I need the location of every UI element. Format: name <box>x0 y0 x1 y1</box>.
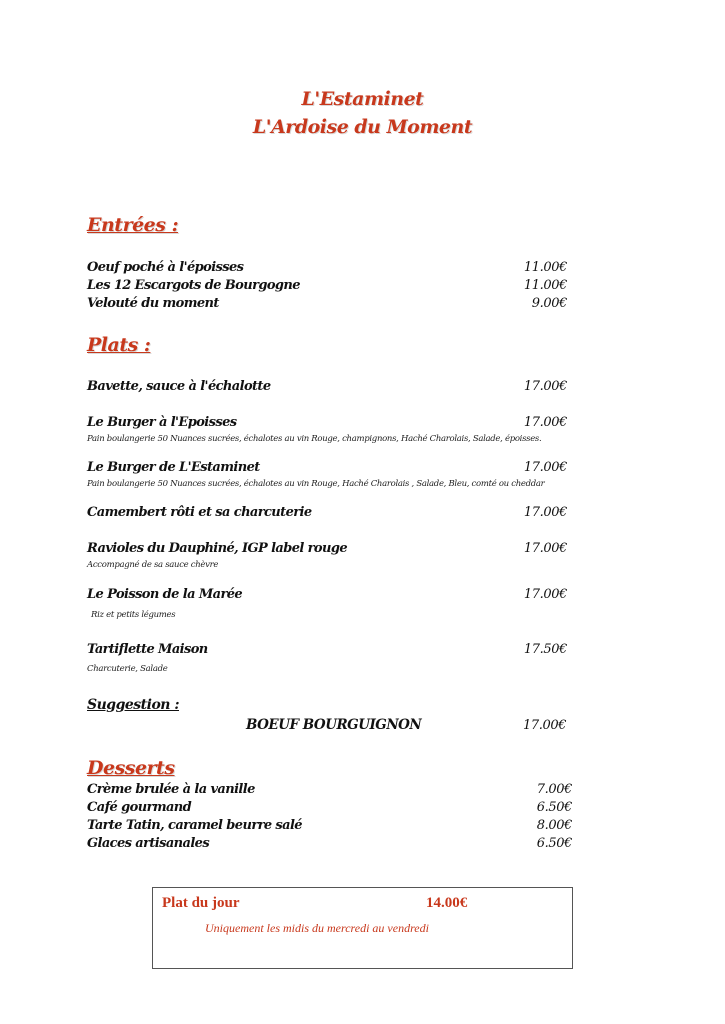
item-description: Riz et petits légumes <box>91 610 176 620</box>
item-description: Accompagné de sa sauce chèvre <box>87 560 219 570</box>
item-price: 6.50€ <box>536 800 572 815</box>
plat-du-jour-note: Uniquement les midis du mercredi au vendredi <box>205 921 429 935</box>
item-name: Le Burger à l'Epoisses <box>87 415 237 430</box>
menu-item <box>87 379 567 397</box>
suggestion-name: BOEUF BOURGUIGNON <box>246 717 422 733</box>
item-name: Camembert rôti et sa charcuterie <box>87 505 312 520</box>
menu-item <box>87 836 572 854</box>
item-price: 17.00€ <box>523 460 567 475</box>
menu-item <box>87 800 572 818</box>
item-price: 11.00€ <box>523 278 567 293</box>
item-name: Glaces artisanales <box>87 836 210 851</box>
item-price: 17.50€ <box>523 642 567 657</box>
plat-du-jour-label: Plat du jour <box>162 895 240 911</box>
item-price: 8.00€ <box>536 818 572 833</box>
plats-heading: Plats : <box>87 334 151 356</box>
menu-item <box>87 642 567 660</box>
item-name: Tartiflette Maison <box>87 642 208 657</box>
item-name: Bavette, sauce à l'échalotte <box>87 379 271 394</box>
menu-item <box>87 415 567 433</box>
item-name: Le Burger de L'Estaminet <box>87 460 260 475</box>
item-price: 17.00€ <box>523 541 567 556</box>
menu-item <box>87 818 572 836</box>
menu-item <box>87 541 567 559</box>
item-price: 7.00€ <box>536 782 572 797</box>
item-price: 17.00€ <box>523 587 567 602</box>
suggestion-label: Suggestion : <box>87 697 179 713</box>
desserts-heading: Desserts <box>87 757 175 779</box>
item-name: Crème brulée à la vanille <box>87 782 255 797</box>
item-name: Velouté du moment <box>87 296 219 311</box>
restaurant-name: L'Estaminet <box>301 88 424 110</box>
menu-item <box>87 587 567 605</box>
menu-title: L'Ardoise du Moment <box>252 116 473 138</box>
item-price: 11.00€ <box>523 260 567 275</box>
menu-item <box>87 782 572 800</box>
item-name: Oeuf poché à l'époisses <box>87 260 244 275</box>
item-description: Charcuterie, Salade <box>87 664 168 674</box>
item-price: 6.50€ <box>536 836 572 851</box>
item-name: Les 12 Escargots de Bourgogne <box>87 278 300 293</box>
entrees-heading: Entrées : <box>87 214 179 236</box>
menu-item <box>87 505 567 523</box>
item-name: Tarte Tatin, caramel beurre salé <box>87 818 302 833</box>
item-description: Pain boulangerie 50 Nuances sucrées, échalotes au vin Rouge, champignons, Haché Charolais, Salade, époisses. <box>87 434 542 444</box>
item-price: 17.00€ <box>523 505 567 520</box>
item-name: Café gourmand <box>87 800 192 815</box>
item-name: Le Poisson de la Marée <box>87 587 243 602</box>
item-name: Ravioles du Dauphiné, IGP label rouge <box>87 541 348 556</box>
plat-du-jour-box <box>152 887 573 969</box>
menu-item <box>87 460 567 478</box>
suggestion-price: 17.00€ <box>523 718 567 733</box>
menu-item <box>87 278 567 296</box>
menu-item <box>87 260 567 278</box>
plat-du-jour-price: 14.00€ <box>426 895 468 911</box>
item-price: 9.00€ <box>531 296 567 311</box>
item-price: 17.00€ <box>523 379 567 394</box>
item-description: Pain boulangerie 50 Nuances sucrées, échalotes au vin Rouge, Haché Charolais , Salade, Bleu, comté ou cheddar <box>87 479 545 489</box>
item-price: 17.00€ <box>523 415 567 430</box>
menu-item <box>87 296 567 314</box>
